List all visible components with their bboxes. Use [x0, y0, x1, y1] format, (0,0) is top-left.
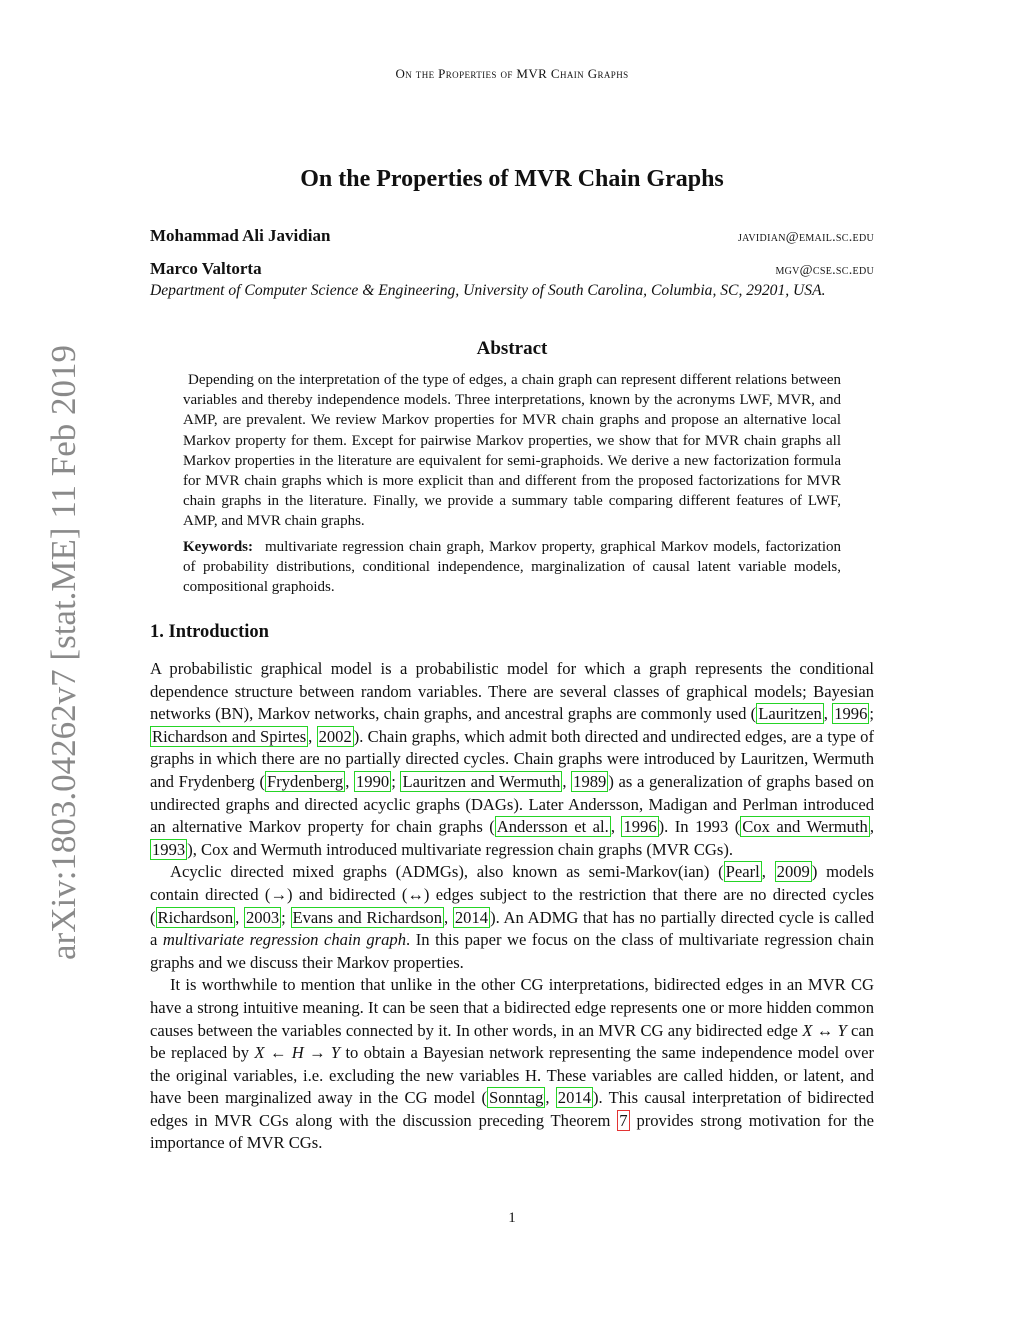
abstract-body	[183, 370, 841, 597]
paragraph: Acyclic directed mixed graphs (ADMGs), also known as semi-Markov(ian) ( Pearl , 2009 ) models contain directed (→) and bidirected (↔) edges subject to the restriction that there are no directed cycles ( Richardson , 2003 ; Evans and Richardson , 2014 ). An ADMG that has no partially directed cycle is called a multivariate regression chain graph. In this paper we focus on the class of multivariate regression chain graphs and we discuss their Markov properties.	[150, 862, 875, 972]
math-expression: X ↔ Y	[802, 1020, 847, 1040]
running-head: On the Properties of MVR Chain Graphs	[395, 66, 629, 81]
section-heading: 1. Introduction	[150, 622, 269, 642]
paper-title: On the Properties of MVR Chain Graphs	[300, 166, 724, 192]
author-name: Marco Valtorta	[150, 259, 262, 278]
abstract-text: Depending on the interpretation of the type of edges, a chain graph can represent different relations between variables and thereby independence models. Three interpretations, known by the acronyms LWF, MVR, and AMP, are prevalent. We review Markov properties for MVR chain graphs and propose an alternative local Markov property for them. Except for pairwise Markov properties, we show that for MVR chain graphs all Markov properties in the literature are equivalent for semi-graphoids. We derive a new factorization formula for MVR chain graphs which is more explicit than and different from the proposed factorizations for MVR chain graphs in the literature. Finally, we provide a summary table comparing different features of LWF, AMP, and MVR chain graphs.	[183, 372, 841, 530]
paragraph: A probabilistic graphical model is a probabilistic model for which a graph represents the conditional dependence structure between random variables. There are several classes of graphical models; Bayesian networks (BN), Markov networks, chain graphs, and ancestral graphs are commonly used ( Lauritzen , 1996 ; Richardson and Spirtes , 2002 ). Chain graphs, which admit both directed and undirected edges, are a type of graphs in which there are no partially directed cycles. Chain graphs were introduced by Lauritzen, Wermuth and Frydenberg ( Frydenberg , 1990 ; Lauritzen and Wermuth , 1989 ) as a generalization of graphs based on undirected graphs and directed acyclic graphs (DAGs). Later Andersson, Madigan and Perlman introduced an alternative Markov property for chain graphs ( Andersson et al. , 1996 ). In 1993 ( Cox and Wermuth , 1993 ), Cox and Wermuth introduced multivariate regression chain graphs (MVR CGs).	[150, 659, 875, 859]
citation-link[interactable]: 1993	[152, 839, 186, 859]
citation-link[interactable]: Cox and Wermuth	[742, 817, 868, 837]
citation-link[interactable]: Lauritzen and Wermuth	[402, 771, 561, 791]
citation-link[interactable]: Evans and Richardson	[292, 907, 443, 927]
theorem-ref-link[interactable]: 7	[619, 1110, 628, 1130]
author-email[interactable]: mgv@cse.sc.edu	[775, 263, 874, 278]
math-expression: X ← H → Y	[254, 1043, 341, 1063]
paragraph: It is worthwhile to mention that unlike in the other CG interpretations, bidirected edges in an MVR CG have a strong intuitive meaning. It can be seen that a bidirected edge represents one or more hidden common causes between the variables connected by it. In other words, in an MVR CG any bidirected edge X ↔ Y can be replaced by X ← H → Y to obtain a Bayesian network representing the same independence model over the original variables, i.e. excluding the new variables H. These variables are called hidden, or latent, and have been marginalized away in the CG model ( Sonntag , 2014 ). This causal interpretation of bidirected edges in MVR CGs along with the discussion preceding Theorem 7 provides strong motivation for the importance of MVR CGs.	[150, 975, 874, 1153]
citation-link[interactable]: Richardson and Spirtes	[152, 726, 307, 746]
citation-link[interactable]: 2002	[318, 726, 352, 746]
citation-link[interactable]: Pearl	[725, 862, 760, 882]
citation-link[interactable]: 1989	[573, 771, 607, 791]
citation-link[interactable]: 2014	[557, 1088, 591, 1108]
citation-link[interactable]: 2014	[454, 907, 489, 927]
citation-link[interactable]: 2009	[776, 862, 810, 882]
emphasis-term: multivariate regression chain graph	[162, 930, 407, 950]
keywords-label: Keywords:	[183, 538, 253, 555]
citation-link[interactable]: Lauritzen	[758, 704, 822, 724]
keywords	[183, 537, 841, 598]
affiliation: Department of Computer Science & Engineering, University of South Carolina, Columbia, SC, 29201, USA.	[150, 282, 826, 299]
citation-link[interactable]: Frydenberg	[266, 771, 344, 791]
citation-link[interactable]: 2003	[245, 907, 280, 927]
citation-link[interactable]: Andersson et al.	[496, 817, 609, 837]
abstract-heading: Abstract	[476, 338, 548, 359]
author-row-2	[150, 259, 874, 279]
page-number: 1	[508, 1210, 516, 1226]
citation-link[interactable]: 1996	[623, 817, 657, 837]
arxiv-stamp: arXiv:1803.04262v7 [stat.ME] 11 Feb 2019	[44, 344, 83, 960]
citation-link[interactable]: 1996	[834, 704, 868, 724]
author-name: Mohammad Ali Javidian	[150, 226, 331, 245]
introduction-body	[150, 658, 874, 1155]
citation-link[interactable]: Richardson	[157, 907, 234, 927]
citation-link[interactable]: Sonntag	[489, 1088, 544, 1108]
citation-link[interactable]: 1990	[356, 771, 390, 791]
author-email[interactable]: javidian@email.sc.edu	[737, 230, 874, 245]
author-row-1	[150, 226, 874, 246]
keywords-text: multivariate regression chain graph, Markov property, graphical Markov models, factorization of probability distributions, conditional independence, marginalization of causal latent variable models, compositional graphoids.	[183, 538, 841, 596]
